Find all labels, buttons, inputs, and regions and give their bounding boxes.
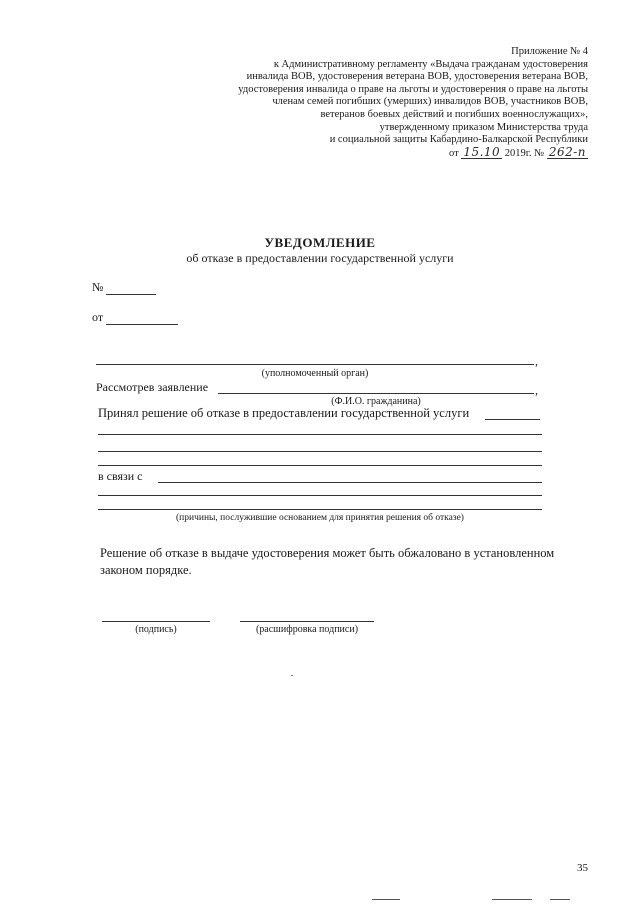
service-name-field[interactable] — [485, 419, 540, 420]
signature-field[interactable] — [102, 621, 210, 622]
appeal-text: Решение об отказе в выдаче удостоверения может быть обжаловано в установленном законом порядке. — [100, 546, 555, 577]
order-year: 2019г. № — [504, 147, 545, 159]
appendix-line: Приложение № 4 — [511, 46, 588, 57]
authority-field[interactable] — [96, 364, 534, 365]
document-title: УВЕДОМЛЕНИЕ — [264, 235, 376, 250]
comma: , — [535, 354, 538, 368]
appendix-line: к Административному регламенту «Выдача гражданам удостоверения — [273, 58, 588, 70]
page-number: 35 — [577, 862, 588, 874]
decision-label: Принял решение об отказе в предоставлении государственной услуги — [98, 406, 470, 420]
signature-decode-caption: (расшифровка подписи) — [255, 624, 359, 635]
decision-line[interactable] — [98, 465, 542, 466]
appendix-line: удостоверения инвалида о праве на льготы и удостоверения о праве на льготы — [238, 83, 588, 95]
comma: , — [535, 383, 538, 397]
review-label: Рассмотрев заявление — [96, 380, 209, 394]
appendix-note — [188, 46, 588, 160]
order-prefix: от — [448, 147, 459, 159]
date-field[interactable] — [106, 312, 178, 325]
appendix-line: членам семей погибших (умерших) инвалидов ВОВ, участников ВОВ, — [272, 96, 588, 108]
appendix-line: ветеранов боевых действий и погибших военнослужащих», — [320, 108, 588, 120]
reason-field[interactable] — [158, 482, 542, 483]
reason-line[interactable] — [98, 495, 542, 496]
signature-decode-field[interactable] — [240, 621, 374, 622]
appendix-line: инвалида ВОВ, удостоверения ветерана ВОВ, удостоверения ветерана ВОВ, — [246, 71, 588, 83]
reason-line[interactable] — [98, 509, 542, 510]
number-label: № — [92, 280, 104, 294]
authority-caption: (уполномоченный орган) — [261, 368, 369, 379]
scan-artifact-line — [372, 899, 400, 900]
number-row — [92, 280, 156, 295]
order-number-handwritten: 262-п — [548, 144, 586, 159]
decision-line[interactable] — [98, 451, 542, 452]
order-date-handwritten: 15.10 — [463, 144, 501, 159]
reason-label: в связи с — [98, 469, 143, 483]
date-label: от — [92, 310, 104, 324]
reason-caption: (причины, послужившие основанием для принятия решения об отказе) — [176, 513, 464, 523]
appendix-line: и социальной защиты Кабардино-Балкарской Республики — [329, 134, 588, 146]
order-reference — [188, 144, 588, 161]
date-row — [92, 310, 178, 325]
appendix-line: утвержденному приказом Министерства труда — [379, 121, 588, 133]
decision-line[interactable] — [98, 434, 542, 435]
scan-artifact-line — [550, 899, 570, 900]
scan-artifact-line — [492, 899, 532, 900]
citizen-caption: (Ф.И.О. гражданина) — [331, 396, 421, 407]
number-field[interactable] — [106, 282, 156, 295]
signature-caption: (подпись) — [135, 624, 177, 635]
citizen-name-field[interactable] — [218, 393, 534, 394]
scan-speck — [291, 675, 293, 676]
document-subtitle: об отказе в предоставлении государственной услуги — [186, 251, 454, 265]
